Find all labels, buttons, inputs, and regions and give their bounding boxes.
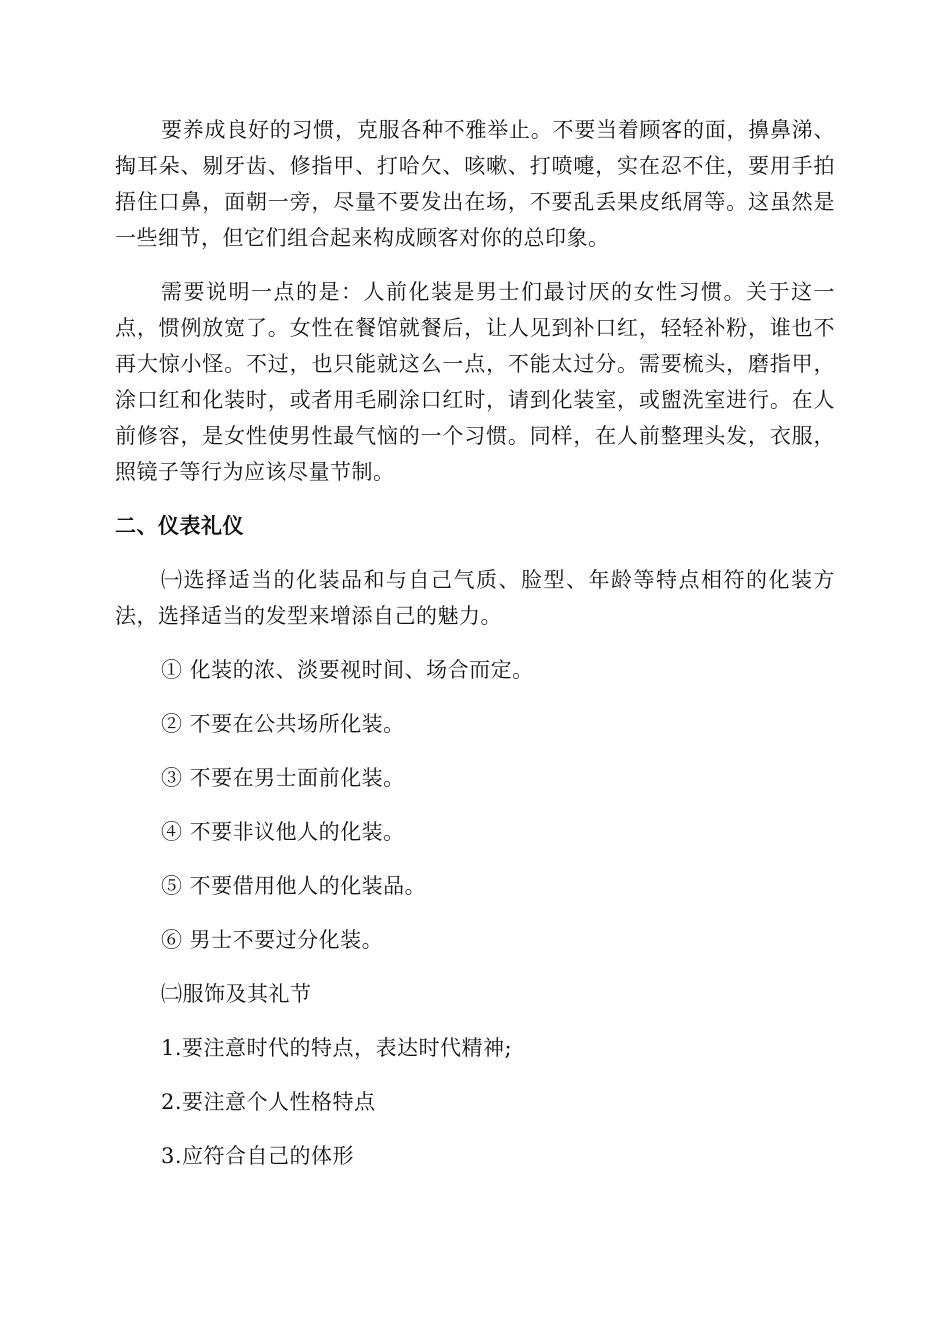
list-item: 3.应符合自己的体形 — [161, 1144, 355, 1168]
paragraph-habits: 要养成良好的习惯，克服各种不雅举止。不要当着顾客的面，擤鼻涕、掏耳朵、剔牙齿、修指甲、打哈欠、咳嗽、打喷嚏，实在忍不住，要用手拍捂住口鼻，面朝一旁，尽量不要发出在场，不要乱丢果皮纸屑等。这虽然是一些细节，但它们组合起来构成顾客对你的总印象。 — [115, 118, 835, 250]
list-item: 2.要注意个人性格特点 — [161, 1090, 376, 1114]
document-page — [115, 112, 835, 1192]
section-heading: 二、仪表礼仪 — [115, 514, 244, 538]
list-item: ② 不要在公共场所化装。 — [161, 712, 405, 736]
list-item: ③ 不要在男士面前化装。 — [161, 766, 405, 790]
list-item: ④ 不要非议他人的化装。 — [161, 820, 405, 844]
list-item: ⑥ 男士不要过分化装。 — [161, 928, 384, 952]
paragraph-makeup-in-public: 需要说明一点的是：人前化装是男士们最讨厌的女性习惯。关于这一点，惯例放宽了。女性在餐馆就餐后，让人见到补口红，轻轻补粉，谁也不再大惊小怪。不过，也只能就这么一点，不能太过分。需要梳头，磨指甲，涂口红和化装时，或者用毛刷涂口红时，请到化装室，或盥洗室进行。在人前修容，是女性使男性最气恼的一个习惯。同样，在人前整理头发，衣服，照镜子等行为应该尽量节制。 — [115, 280, 835, 484]
list-item: ⑤ 不要借用他人的化装品。 — [161, 874, 427, 898]
list-item: 1.要注意时代的特点，表达时代精神; — [161, 1036, 513, 1060]
subsection-title-clothing: ㈡服饰及其礼节 — [161, 982, 312, 1006]
list-item: ① 化装的浓、淡要视时间、场合而定。 — [161, 658, 534, 682]
subsection-makeup-intro: ㈠选择适当的化装品和与自己气质、脸型、年龄等特点相符的化装方法，选择适当的发型来增添自己的魅力。 — [115, 568, 835, 628]
